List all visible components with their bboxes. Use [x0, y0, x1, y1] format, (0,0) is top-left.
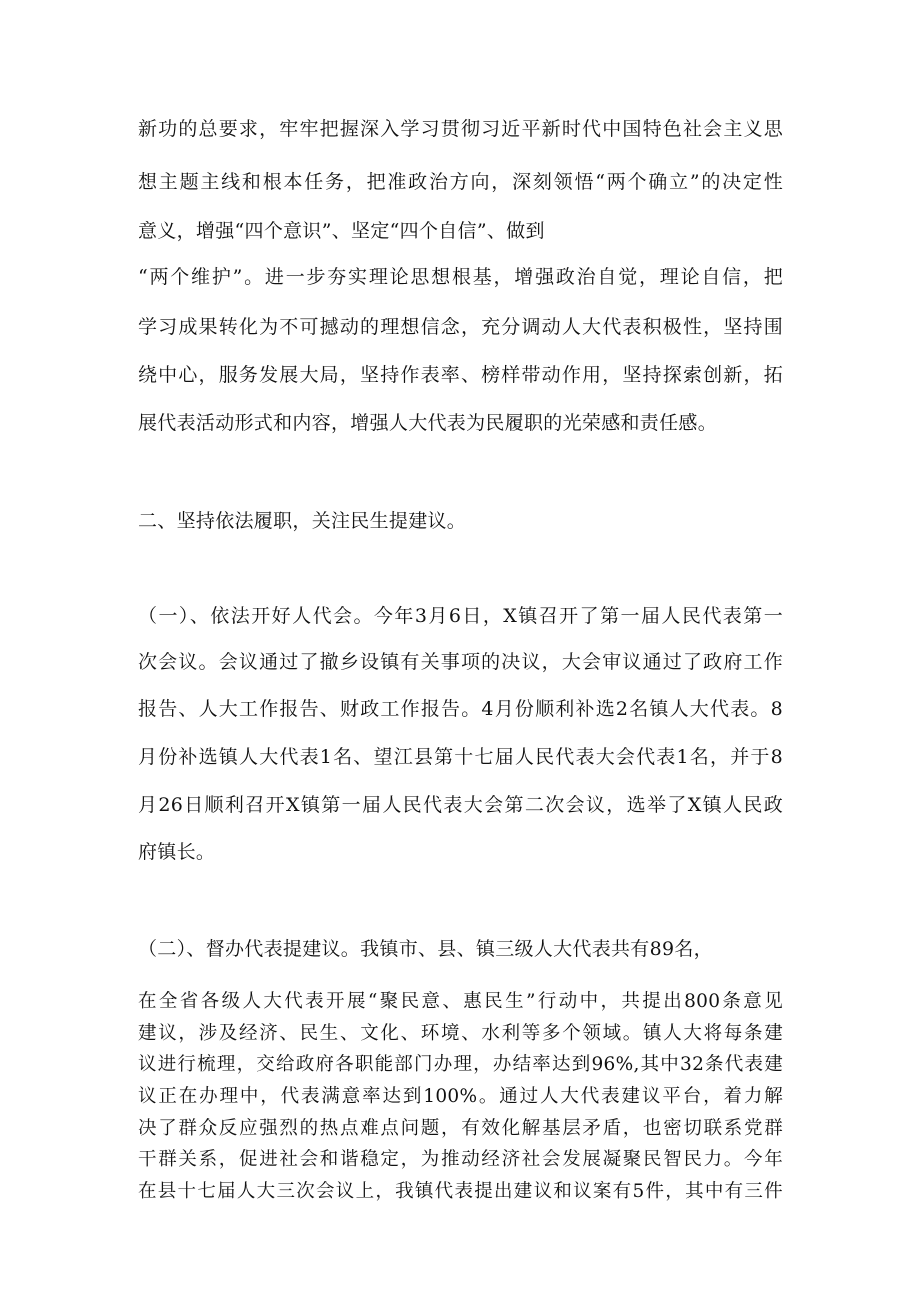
subsection-two-line: 议进行梳理，交给政府各职能部门办理，办结率达到96%,其中32条代表建: [138, 1054, 783, 1075]
intro-line: 意义，增强“四个意识”、坚定“四个自信”、做到: [138, 220, 545, 242]
intro-line: “两个维护”。进一步夯实理论思想根基，增强政治自觉，理论自信，把: [138, 266, 783, 288]
subsection-two-line: 在全省各级人大代表开展“聚民意、惠民生”行动中，共提出800条意见: [138, 991, 783, 1012]
intro-line: 绕中心，服务发展大局，坚持作表率、榜样带动作用，坚持探索创新，拓: [138, 364, 783, 386]
subsection-one-line: （一）、依法开好人代会。今年3月6日，X镇召开了第一届人民代表第一: [138, 605, 783, 627]
subsection-two-heading-line: （二）、督办代表提建议。我镇市、县、镇三级人大代表共有89名，: [138, 938, 713, 960]
intro-line: 学习成果转化为不可撼动的理想信念，充分调动人大代表积极性，坚持围: [138, 316, 783, 338]
subsection-one-line: 报告、人大工作报告、财政工作报告。4月份顺利补选2名镇人大代表。8: [138, 698, 783, 720]
subsection-two-line: 议正在办理中，代表满意率达到100%。通过人大代表建议平台，着力解: [138, 1086, 783, 1107]
intro-line: 新功的总要求，牢牢把握深入学习贯彻习近平新时代中国特色社会主义思: [138, 118, 783, 140]
section-heading: 二、坚持依法履职，关注民生提建议。: [138, 510, 467, 532]
intro-line: 展代表活动形式和内容，增强人大代表为民履职的光荣感和责任感。: [138, 412, 718, 434]
subsection-one-line: 府镇长。: [138, 841, 216, 863]
intro-line: 想主题主线和根本任务，把准政治方向，深刻领悟“两个确立”的决定性: [138, 171, 783, 193]
subsection-two-line: 决了群众反应强烈的热点难点问题，有效化解基层矛盾，也密切联系党群: [138, 1118, 783, 1139]
subsection-two-line: 干群关系，促进社会和谐稳定，为推动经济社会发展凝聚民智民力。今年: [138, 1149, 783, 1170]
subsection-one-line: 月26日顺利召开X镇第一届人民代表大会第二次会议，选举了X镇人民政: [138, 794, 783, 816]
subsection-one-line: 月份补选镇人大代表1名、望江县第十七届人民代表大会代表1名，并于8: [138, 746, 783, 768]
subsection-two-line: 建议，涉及经济、民生、文化、环境、水利等多个领域。镇人大将每条建: [138, 1023, 783, 1044]
subsection-one-line: 次会议。会议通过了撤乡设镇有关事项的决议，大会审议通过了政府工作: [138, 651, 783, 673]
subsection-two-line: 在县十七届人大三次会议上，我镇代表提出建议和议案有5件，其中有三件: [138, 1181, 783, 1202]
